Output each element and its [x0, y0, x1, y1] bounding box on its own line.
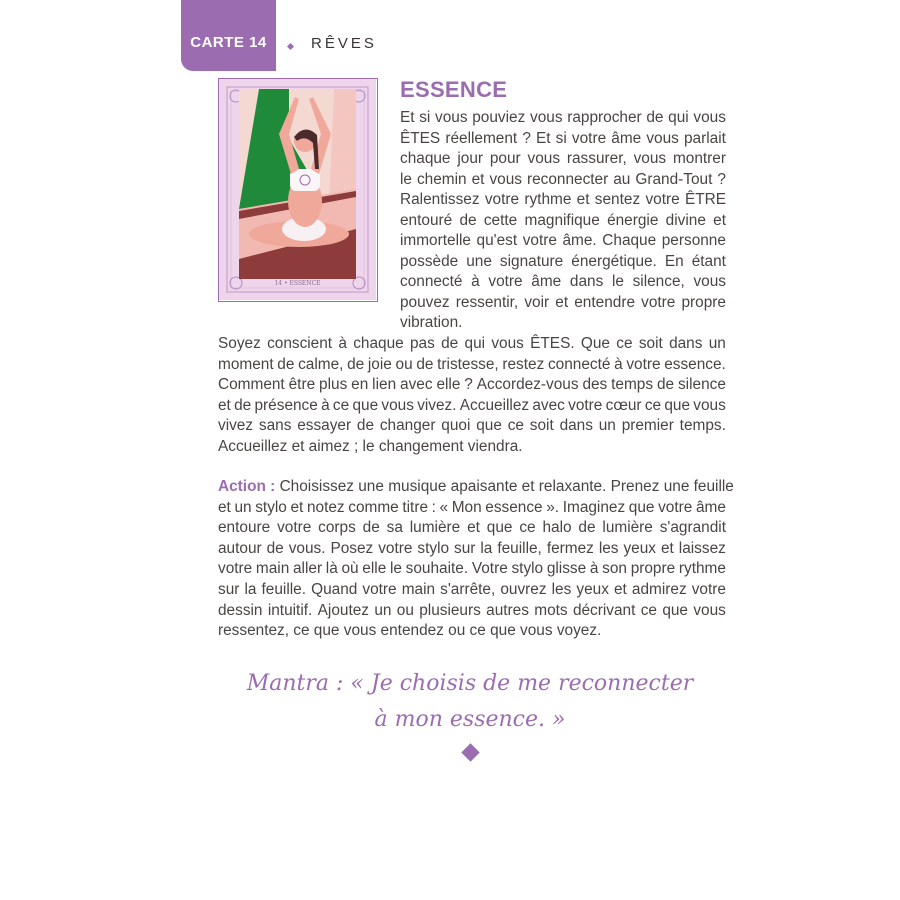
action-line: dessin intuitif. Ajoutez un ou plusieurs autres mots décrivant ce que vous	[218, 601, 726, 619]
intro-line: possède une signature énergétique. En étant	[400, 252, 726, 270]
section-title: RÊVES	[311, 35, 377, 52]
card-number-label: CARTE 14	[190, 34, 267, 51]
action-line: autour de vous. Posez votre stylo sur la feuille, fermez les yeux et laissez	[218, 539, 726, 557]
action-line: Action : Choisissez une musique apaisante et relaxante. Prenez une feuille	[218, 478, 734, 495]
intro-line: vibration.	[400, 314, 463, 331]
body-line: vivez sans essayer de changer quoi que ce soit dans un premier temps.	[218, 417, 726, 435]
body-line: Accueillez et aimez ; le changement viendra.	[218, 438, 523, 455]
page-title: ESSENCE	[400, 77, 508, 102]
mantra-line-1: Mantra : « Je choisis de me reconnecter	[246, 671, 694, 696]
action-line: entoure votre corps de sa lumière et que ce halo de lumière s'agrandit	[218, 519, 726, 537]
action-line: sur la feuille. Quand votre main s'arrête, ouvrez les yeux et admirez votre	[218, 581, 726, 598]
intro-line: Ralentissez votre rythme et sentez votre ÊTRE	[400, 191, 726, 208]
intro-line: chaque jour pour vous rassurer, vous montrer	[400, 150, 726, 167]
meditation-illustration	[219, 79, 376, 300]
diamond-icon	[461, 743, 479, 761]
card-caption: 14 • ESSENCE	[274, 280, 321, 287]
body-line: Soyez conscient à chaque pas de qui vous ÊTES. Que ce soit dans un	[218, 335, 726, 352]
action-line: ressentez, ce que vous entendez ou ce que vous voyez.	[218, 622, 602, 640]
card-illustration	[218, 78, 378, 302]
intro-line: entouré de cette magnifique énergie divine et	[400, 211, 726, 229]
body-line: Comment être plus en lien avec elle ? Accordez-vous des temps de silence	[218, 376, 726, 394]
intro-line: Et si vous pouviez vous rapprocher de qui vous	[400, 109, 726, 126]
card-number-tab	[181, 0, 276, 71]
bullet-icon	[287, 43, 294, 50]
body-line: moment de calme, de joie ou de tristesse, restez connecté à votre essence.	[218, 355, 726, 373]
action-line: votre main aller là où elle le souhaite. Votre stylo glisse à son propre rythme	[218, 560, 726, 578]
mantra-line-2: à mon essence. »	[374, 707, 566, 732]
intro-line: ÊTES réellement ? Et si votre âme vous parlait	[400, 129, 726, 147]
intro-line: immortelle qu'est votre âme. Chaque personne	[400, 232, 726, 249]
action-line: et un stylo et notez comme titre : « Mon essence ». Imaginez que votre âme	[218, 498, 726, 516]
body-line: et de présence à ce que vous vivez. Accueillez avec votre cœur ce que vous	[218, 396, 726, 414]
action-label: Action :	[218, 478, 280, 495]
intro-line: pouvez ressentir, voir et entendre votre propre	[400, 293, 726, 311]
intro-line: connecté à votre âme dans le silence, vous	[400, 273, 726, 290]
intro-line: le chemin et vous reconnecter au Grand-Tout ?	[400, 170, 726, 188]
